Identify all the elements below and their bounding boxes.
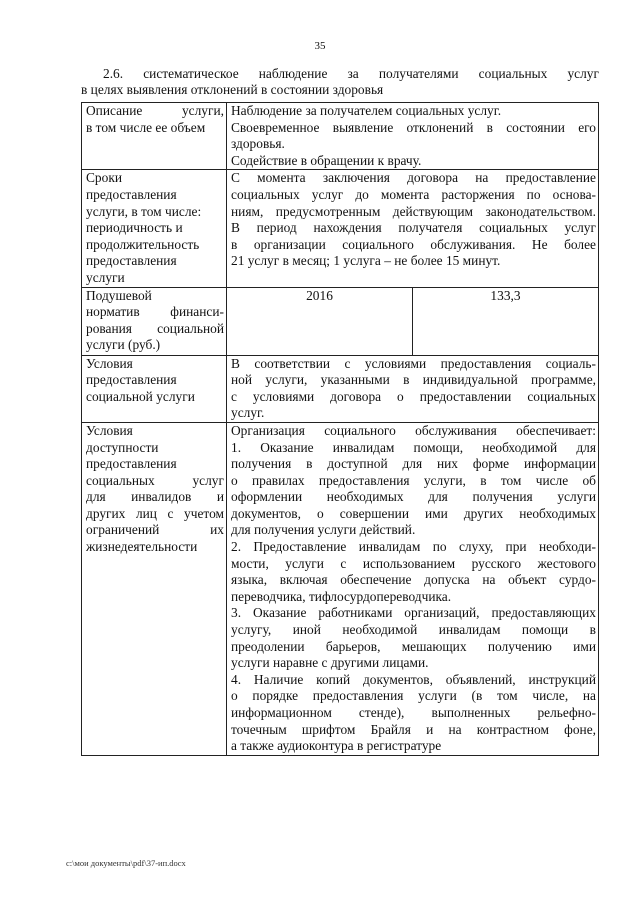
content-line: 3. Оказание работниками организаций, предоставляющих bbox=[231, 605, 596, 621]
content-line: информационном стенде), выполненных рельефно- bbox=[231, 705, 596, 720]
content-line: о порядке предоставления услуги (в том числе, на bbox=[231, 688, 596, 704]
heading-line-2: в целях выявления отклонений в состоянии здоровья bbox=[81, 82, 384, 97]
content-line: получения в доступной для них форме информации bbox=[231, 456, 596, 472]
norm-cell bbox=[227, 287, 599, 355]
section-heading bbox=[81, 66, 599, 98]
label-line: периодичность и bbox=[86, 220, 183, 236]
label-line: Описание услуги, bbox=[86, 103, 224, 118]
label-cell bbox=[82, 103, 227, 170]
content-line: языка, включая обеспечение допуска на объект сурдо- bbox=[231, 572, 596, 588]
content-line: 4. Наличие копий документов, объявлений, инструкций bbox=[231, 671, 596, 687]
content-line: мости, услуги с использованием русского жестового bbox=[231, 555, 596, 571]
norm-amount: 133,3 bbox=[412, 288, 598, 355]
content-line: ной услуги, указанными в индивидуальной программе, bbox=[231, 372, 596, 388]
label-line: предоставления bbox=[86, 372, 177, 388]
content-line: 1. Оказание инвалидам помощи, необходимой для bbox=[231, 439, 596, 455]
label-line: Условия bbox=[86, 355, 133, 371]
norm-year: 2016 bbox=[306, 287, 333, 303]
label-line: для инвалидов и bbox=[86, 489, 224, 505]
content-cell bbox=[227, 170, 599, 287]
label-line: других лиц с учетом bbox=[86, 505, 224, 521]
table-row bbox=[82, 103, 599, 170]
label-line: услуги, в том числе: bbox=[86, 203, 202, 219]
table-row bbox=[82, 355, 599, 422]
content-line: Наблюдение за получателем социальных услуг. bbox=[231, 103, 502, 118]
service-table bbox=[81, 102, 599, 756]
content-line: В период нахождения получателя социальных услуг bbox=[231, 220, 596, 236]
label-line: предоставления bbox=[86, 186, 177, 202]
content-line: услугу, иной необходимой инвалидам помощи в bbox=[231, 622, 596, 638]
content-line: документов, о совершении ими других необходимых bbox=[231, 505, 596, 521]
heading-line-1: 2.6. систематическое наблюдение за получателями социальных услуг bbox=[103, 66, 599, 81]
content-cell bbox=[227, 422, 599, 755]
content-line: для получения услуги действий. bbox=[231, 522, 416, 538]
label-line: социальных услуг bbox=[86, 472, 224, 488]
content-line: а также аудиоконтура в регистратуре bbox=[231, 738, 442, 754]
content-line: 2. Предоставление инвалидам по слуху, при необходи- bbox=[231, 539, 596, 555]
label-line: социальной услуги bbox=[86, 388, 195, 404]
content-cell bbox=[227, 355, 599, 422]
label-line: ограничений их bbox=[86, 522, 224, 538]
label-line: предоставления bbox=[86, 253, 177, 269]
content-line: социальных услуг до момента расторжения по основа- bbox=[231, 186, 596, 202]
table-row bbox=[82, 422, 599, 755]
table-row bbox=[82, 170, 599, 287]
content-line: с условиями договора о предоставлении социальных bbox=[231, 388, 596, 404]
label-cell bbox=[82, 287, 227, 355]
content-line: переводчика, тифлосурдопереводчика. bbox=[231, 588, 452, 604]
label-cell bbox=[82, 355, 227, 422]
label-line: Подушевой bbox=[86, 287, 152, 303]
content-line: С момента заключения договора на предоставление bbox=[231, 170, 596, 186]
label-cell bbox=[82, 422, 227, 755]
content-line: оформлении необходимых для получения услуги bbox=[231, 489, 596, 505]
label-line: услуги (руб.) bbox=[86, 337, 161, 353]
table-row bbox=[82, 287, 599, 355]
label-line: жизнедеятельности bbox=[86, 539, 198, 555]
label-line: предоставления bbox=[86, 456, 177, 472]
label-line: Сроки bbox=[86, 170, 122, 186]
content-line: точечным шрифтом Брайля и на контрастном фоне, bbox=[231, 721, 596, 737]
label-line: продолжительность bbox=[86, 236, 200, 252]
content-line: ниям, предусмотренным действующим законодательством. bbox=[231, 203, 596, 219]
content-cell bbox=[227, 103, 599, 170]
label-line: доступности bbox=[86, 439, 159, 455]
label-line: норматив финанси- bbox=[86, 304, 224, 320]
content-line: 21 услуг в месяц; 1 услуга – не более 15 минут. bbox=[231, 253, 501, 269]
content-line: в организации социального обслуживания. Не более bbox=[231, 236, 596, 252]
label-line: услуги bbox=[86, 269, 125, 285]
content-line: Своевременное выявление отклонений в состоянии его bbox=[231, 119, 596, 135]
content-line: услуг. bbox=[231, 405, 265, 421]
label-cell bbox=[82, 170, 227, 287]
label-line: в том числе ее объем bbox=[86, 119, 206, 135]
content-line: преодолении барьеров, мешающих получению ими bbox=[231, 638, 596, 654]
file-path-footer: c:\мои документы\pdf\37-ип.docx bbox=[66, 858, 186, 868]
content-line: о правилах предоставления услуги, в том числе об bbox=[231, 472, 596, 488]
label-line: рования социальной bbox=[86, 320, 224, 336]
content-line: Организация социального обслуживания обеспечивает: bbox=[231, 422, 596, 438]
label-line: Условия bbox=[86, 422, 133, 438]
content-line: услуги наравне с другими лицами. bbox=[231, 655, 429, 671]
content-line: В соответствии с условиями предоставления социаль- bbox=[231, 355, 596, 371]
content-line: Содействие в обращении к врачу. bbox=[231, 152, 422, 168]
content-line: здоровья. bbox=[231, 136, 285, 152]
page-number: 35 bbox=[314, 40, 326, 52]
